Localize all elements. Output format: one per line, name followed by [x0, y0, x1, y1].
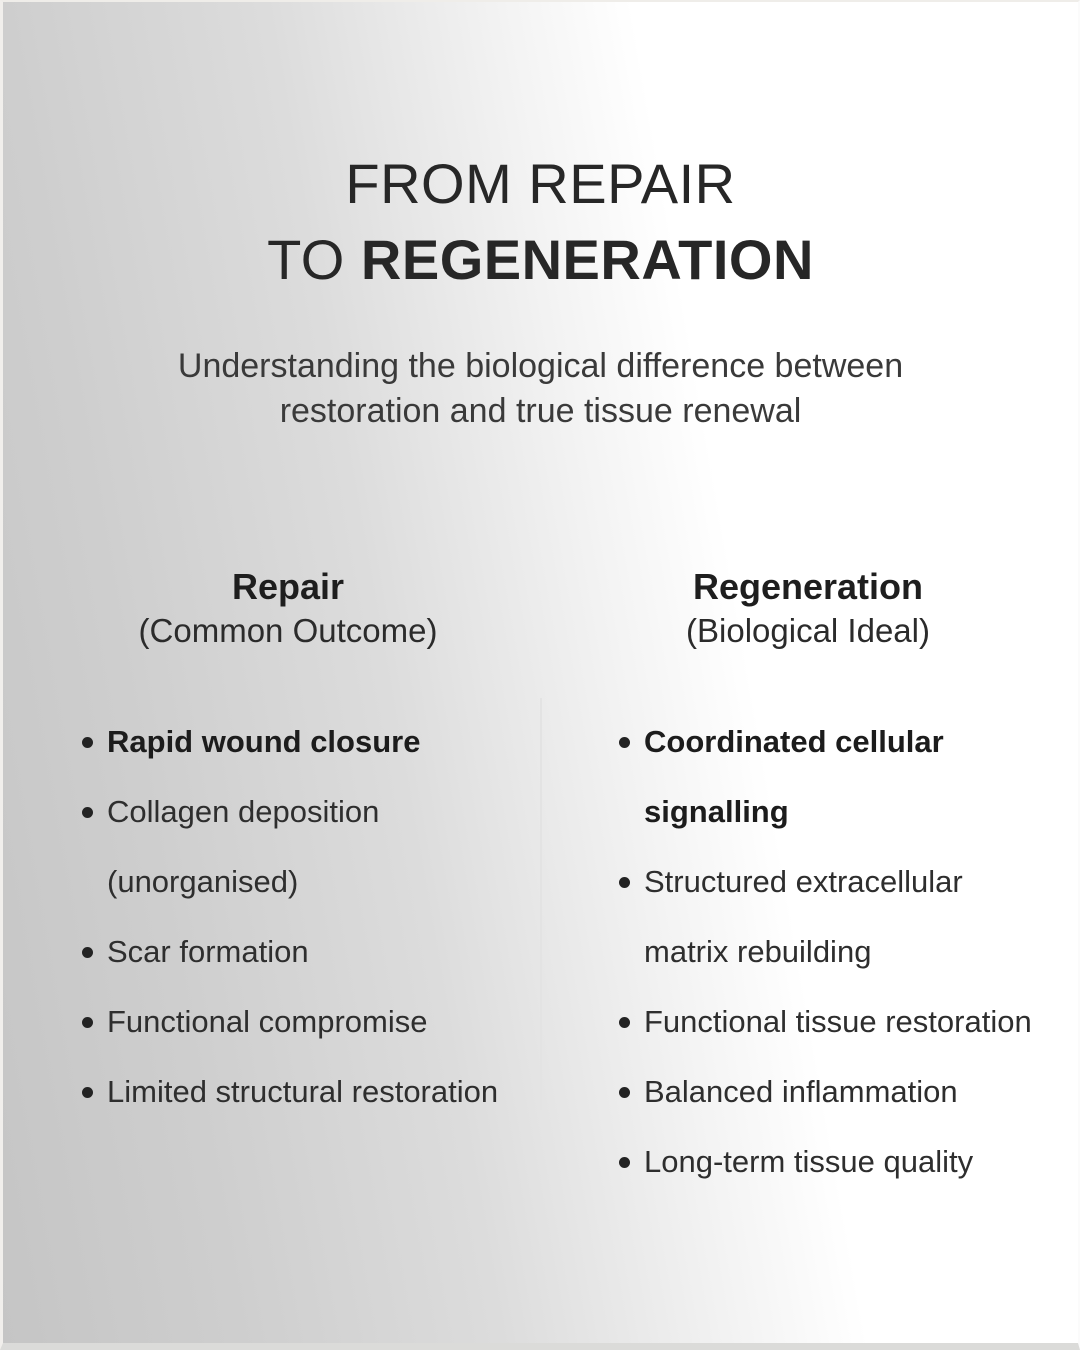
bullet-icon	[82, 1087, 93, 1098]
subtitle-line-1: Understanding the biological difference between	[177, 347, 904, 385]
list-item-line: Structured extracellular	[644, 864, 963, 899]
list-item	[618, 1057, 1080, 1127]
regeneration-list	[618, 707, 1080, 1197]
column-subheading-repair: (Common Outcome)	[138, 612, 438, 649]
list-item	[618, 987, 1080, 1057]
list-item	[618, 1127, 1080, 1197]
list-item-line: Balanced inflammation	[644, 1074, 958, 1109]
main-title	[3, 146, 1078, 298]
bullet-icon	[619, 877, 630, 888]
list-item	[81, 917, 551, 987]
list-item	[81, 707, 551, 777]
title-line-2-bold: REGENERATION	[360, 228, 814, 291]
list-item-line: matrix rebuilding	[644, 934, 872, 969]
title-line-2	[3, 222, 1078, 298]
list-item-line: Rapid wound closure	[107, 724, 421, 759]
subtitle	[3, 344, 1078, 434]
list-item	[81, 987, 551, 1057]
bullet-icon	[82, 1017, 93, 1028]
list-item	[81, 777, 551, 917]
list-item-line: Limited structural restoration	[107, 1074, 499, 1109]
list-item-line: Collagen deposition	[107, 794, 380, 829]
repair-list	[81, 707, 551, 1127]
bullet-icon	[619, 1087, 630, 1098]
column-heading-regeneration: Regeneration	[692, 566, 924, 607]
list-item-line: Functional compromise	[107, 1004, 428, 1039]
bullet-icon	[619, 1017, 630, 1028]
column-subheading-regeneration: (Biological Ideal)	[686, 612, 930, 649]
title-line-1: FROM REPAIR	[345, 152, 736, 215]
list-item-line: Coordinated cellular	[644, 724, 944, 759]
list-item-line: signalling	[644, 794, 789, 829]
bullet-icon	[82, 807, 93, 818]
list-item	[618, 707, 1080, 847]
subtitle-line-2: restoration and true tissue renewal	[279, 392, 802, 430]
title-line-2-regular: TO	[267, 228, 361, 291]
list-item-line: Long-term tissue quality	[644, 1144, 974, 1179]
list-item	[81, 1057, 551, 1127]
bullet-icon	[619, 737, 630, 748]
bullet-icon	[619, 1157, 630, 1168]
column-header-regeneration	[588, 564, 1028, 652]
list-item-line: Functional tissue restoration	[644, 1004, 1032, 1039]
bullet-icon	[82, 947, 93, 958]
list-item-line: Scar formation	[107, 934, 309, 969]
column-header-repair	[68, 564, 508, 652]
column-heading-repair: Repair	[231, 566, 345, 607]
list-item	[618, 847, 1080, 987]
bullet-icon	[82, 737, 93, 748]
list-item-line: (unorganised)	[107, 864, 299, 899]
